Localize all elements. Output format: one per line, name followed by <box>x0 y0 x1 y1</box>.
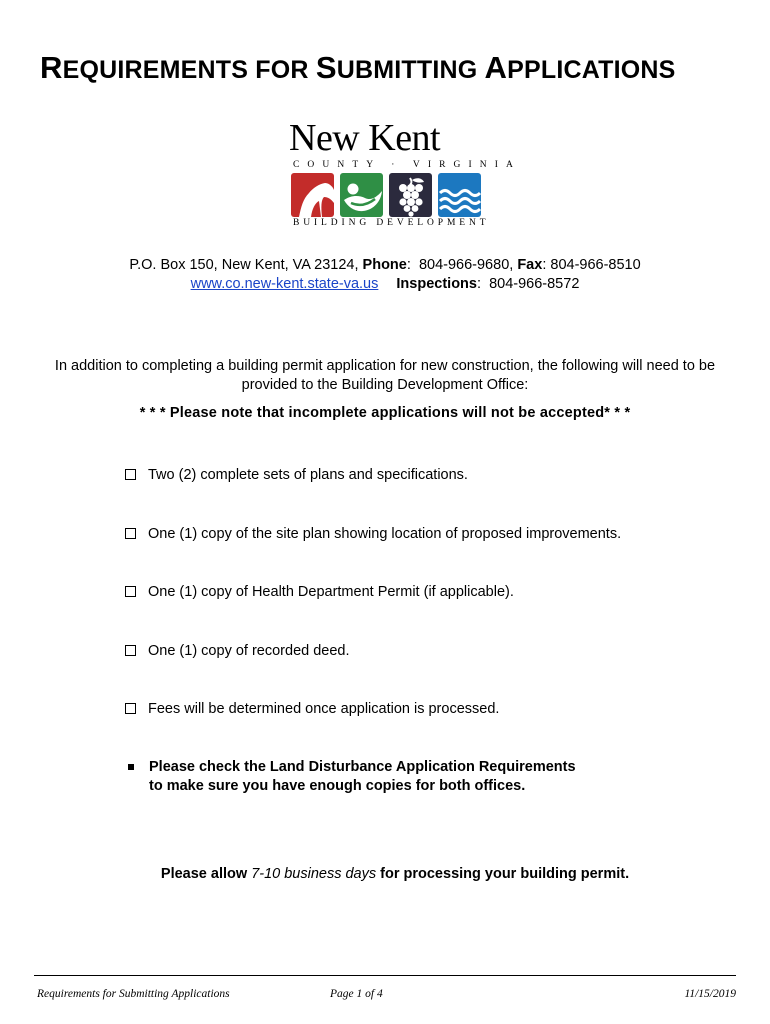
fax-label: Fax <box>517 257 543 273</box>
processing-days: 7-10 business days <box>251 866 377 882</box>
checkbox-icon[interactable] <box>125 586 136 597</box>
intro-paragraph: In addition to completing a building permit application for new construction, the following will need to be provided to the Building Development Office: <box>54 358 716 393</box>
website-link[interactable]: www.co.new-kent.state-va.us <box>190 276 379 292</box>
checklist-item-text: Two (2) complete sets of plans and specifications. <box>148 467 468 483</box>
checklist-item <box>125 700 725 759</box>
land-disturbance-note <box>128 758 688 796</box>
checkbox-icon[interactable] <box>125 645 136 656</box>
square-bullet-icon <box>128 764 134 770</box>
checklist-item-text: Fees will be determined once application is processed. <box>148 701 500 717</box>
requirements-checklist <box>125 466 725 759</box>
page-footer <box>34 975 736 1000</box>
water-waves-icon <box>438 173 481 217</box>
contact-line-2: www.co.new-kent.state-va.us Inspections: 804-966-8572 <box>190 276 580 292</box>
inspections-number: 804-966-8572 <box>489 276 580 292</box>
land-disturbance-line-2: to make sure you have enough copies for both offices. <box>149 778 526 794</box>
page-title <box>40 50 740 86</box>
processing-prefix: Please allow <box>160 866 248 882</box>
checkbox-icon[interactable] <box>125 469 136 480</box>
leaf-icon <box>340 173 383 217</box>
title-part: EQUIREMENTS FOR <box>62 56 316 84</box>
address: P.O. Box 150, New Kent, VA 23124, <box>129 257 359 273</box>
inspections-label: Inspections <box>396 276 477 292</box>
phone-label: Phone <box>362 257 407 273</box>
checkbox-icon[interactable] <box>125 528 136 539</box>
logo-icons <box>291 173 481 217</box>
horse-icon <box>291 173 334 217</box>
footer-date: 11/15/2019 <box>684 988 736 1000</box>
incomplete-notice: * * * Please note that incomplete applications will not be accepted* * * <box>139 405 631 421</box>
contact-info <box>0 256 770 294</box>
fax-number: 804-966-8510 <box>550 257 641 273</box>
land-disturbance-line-1: Please check the Land Disturbance Application Requirements <box>149 759 576 775</box>
title-part: A <box>484 50 508 85</box>
checklist-item <box>125 466 725 525</box>
checklist-item <box>125 642 725 701</box>
title-part: PPLICATIONS <box>507 56 676 84</box>
checklist-item-text: One (1) copy of the site plan showing location of proposed improvements. <box>148 525 622 542</box>
title-part: R <box>40 50 63 85</box>
grapes-icon <box>389 173 432 217</box>
title-part: S <box>315 50 337 85</box>
footer-page-number: Page 1 of 4 <box>330 988 383 1000</box>
checklist-item-text: One (1) copy of Health Department Permit (if applicable). <box>148 584 514 600</box>
logo-name: New Kent <box>289 117 441 159</box>
logo-footer: BUILDING DEVELOPMENT <box>293 218 490 228</box>
processing-time-note <box>0 866 770 882</box>
phone-number: 804-966-9680, <box>418 257 514 273</box>
checklist-item <box>125 525 725 584</box>
checkbox-icon[interactable] <box>125 703 136 714</box>
land-disturbance-text <box>149 758 576 796</box>
footer-document-name: Requirements for Submitting Applications <box>37 988 230 1000</box>
checklist-item <box>125 583 725 642</box>
checklist-item-text: One (1) copy of recorded deed. <box>148 642 350 659</box>
processing-suffix: for processing your building permit. <box>380 866 630 882</box>
logo-subtitle: COUNTY · VIRGINIA <box>293 160 521 170</box>
title-part: UBMITTING <box>336 56 485 84</box>
county-logo <box>289 117 521 232</box>
contact-line-1: P.O. Box 150, New Kent, VA 23124, Phone: 804-966-9680, Fax: 804-966-8510 <box>129 257 641 273</box>
